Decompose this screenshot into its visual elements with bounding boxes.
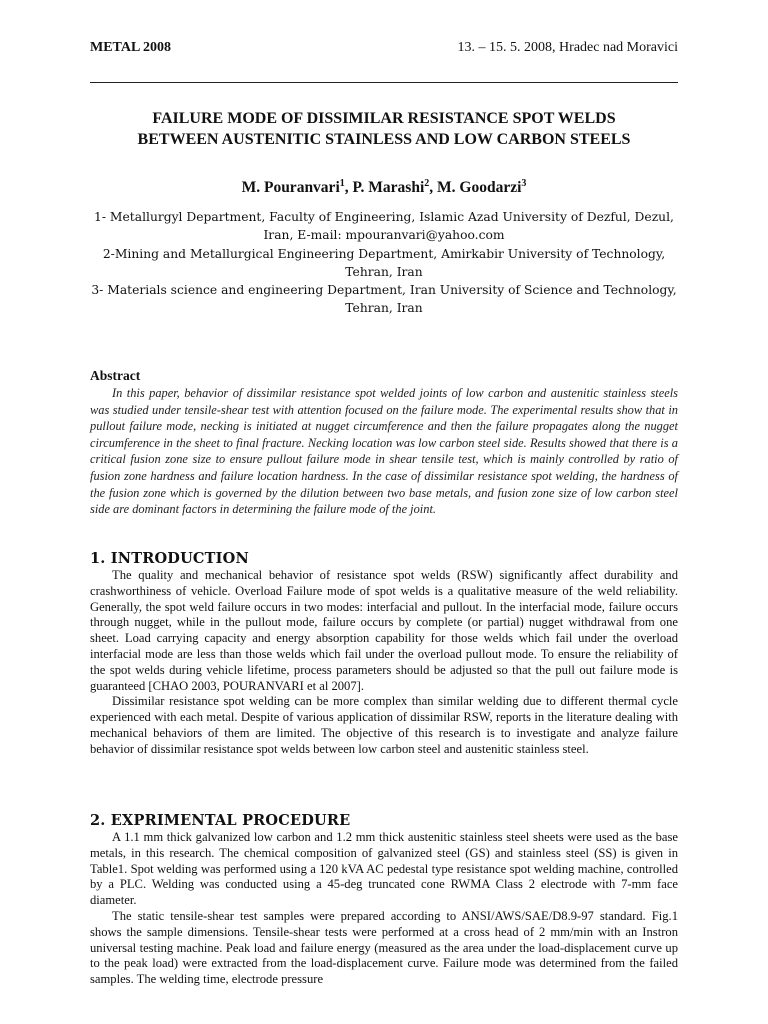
author-separator: , (429, 179, 438, 197)
conference-name: METAL 2008 (90, 40, 172, 55)
author-list (90, 174, 678, 198)
paragraph: The static tensile-shear test samples were prepared according to ANSI/AWS/SAE/D8.9-97 standard. Fig.1 shows the sample dimensions. Tensile-shear tests were performed at a cross head of 2 mm/min with an Instron universal testing machine. Peak load and failure energy (measured as the area under the load-displacement curve up to the peak load) were extracted from the load-displacement curve. Failure mode was determined from the failed samples. The welding time, electrode pressure (90, 908, 678, 987)
author-separator: , (344, 179, 353, 197)
section-experimental-procedure (90, 812, 678, 988)
running-header (90, 40, 678, 62)
section-heading: 2. EXPRIMENTAL PROCEDURE (90, 812, 351, 829)
author-name: M. Goodarzi (437, 179, 522, 197)
author-affiliation-mark: 1 (339, 178, 345, 189)
affiliation-2: 2-Mining and Metallurgical Engineering Department, Amirkabir University of Technology, Tehran, Iran (102, 246, 666, 279)
affiliations (90, 208, 678, 318)
section-introduction (90, 550, 678, 758)
header-rule (90, 82, 678, 83)
conference-date-location: 13. – 15. 5. 2008, Hradec nad Moravici (457, 40, 678, 55)
affiliation-3: 3- Materials science and engineering Department, Iran University of Science and Technology, Tehran, Iran (91, 283, 677, 316)
paragraph: A 1.1 mm thick galvanized low carbon and 1.2 mm thick austenitic stainless steel sheets were used as the base metals, in this research. The chemical composition of galvanized steel (GS) and stainless steel (SS) is given in Table1. Spot welding was performed using a 120 kVA AC pedestal type resistance spot welding machine, controlled by a PLC. Welding was conducted using a 45-deg truncated cone RWMA Class 2 electrode with 7-mm face diameter. (90, 830, 678, 908)
paper-title (90, 108, 678, 150)
section-heading: 1. INTRODUCTION (90, 550, 249, 567)
author-name: M. Pouranvari (241, 179, 340, 197)
title-line-1: FAILURE MODE OF DISSIMILAR RESISTANCE SPOT WELDS (152, 110, 616, 127)
paragraph: Dissimilar resistance spot welding can be more complex than similar welding due to different thermal cycle experienced with each metal. Despite of various application of dissimilar RSW, reports in the literature dealing with mechanical behaviors of them are limited. The objective of this research is to investigate and analyze failure behavior of dissimilar resistance spot welds between low carbon steel and austenitic stainless steel. (90, 694, 678, 756)
author-affiliation-mark: 2 (424, 178, 430, 189)
paragraph: The quality and mechanical behavior of resistance spot welds (RSW) significantly affect durability and crashworthiness of vehicle. Overload Failure mode of spot welds is a qualitative measure of the weld reliability. Generally, the spot weld failure occurs in two modes: interfacial and pullout. In the interfacial mode, failure occurs through nugget, while in the pullout mode, failure occurs by complete (or partial) nugget withdrawal from one sheet. Load carrying capacity and energy absorption capability for those welds which fail under the overload interfacial mode are less than those welds which fail under the overload pullout mode. To ensure the reliability of the spot welds during vehicle lifetime, process parameters should be adjusted so that the pull out failure mode is guaranteed [CHAO 2003, POURANVARI et al 2007]. (90, 568, 678, 693)
author-name: P. Marashi (352, 179, 425, 197)
title-line-2: BETWEEN AUSTENITIC STAINLESS AND LOW CARBON STEELS (137, 131, 631, 148)
abstract-text: In this paper, behavior of dissimilar resistance spot welded joints of low carbon and austenitic stainless steels was studied under tensile-shear test with attention focused on the failure mode. The experimental results show that in pullout failure mode, necking is initiated at nugget circumference and then the failure propagates along the nugget circumference in the sheet to final fracture. Necking location was low carbon steel side. Results showed that there is a critical fusion zone size to ensure pullout failure mode in shear tensile test, which is mainly controlled by ratio of fusion zone hardness and failure location hardness. In the case of dissimilar resistance spot welding, the hardness of the fusion zone which is governed by the dilution between two base metals, and fusion zone size of low carbon steel side are dominant factors in determining the failure mode of the joint. (90, 386, 678, 517)
affiliation-1: 1- Metallurgyl Department, Faculty of Engineering, Islamic Azad University of Dezful, Dezul, Iran, E-mail: mpouranvari@yahoo.com (94, 210, 674, 243)
abstract-heading: Abstract (90, 368, 141, 383)
author-affiliation-mark: 3 (521, 178, 527, 189)
